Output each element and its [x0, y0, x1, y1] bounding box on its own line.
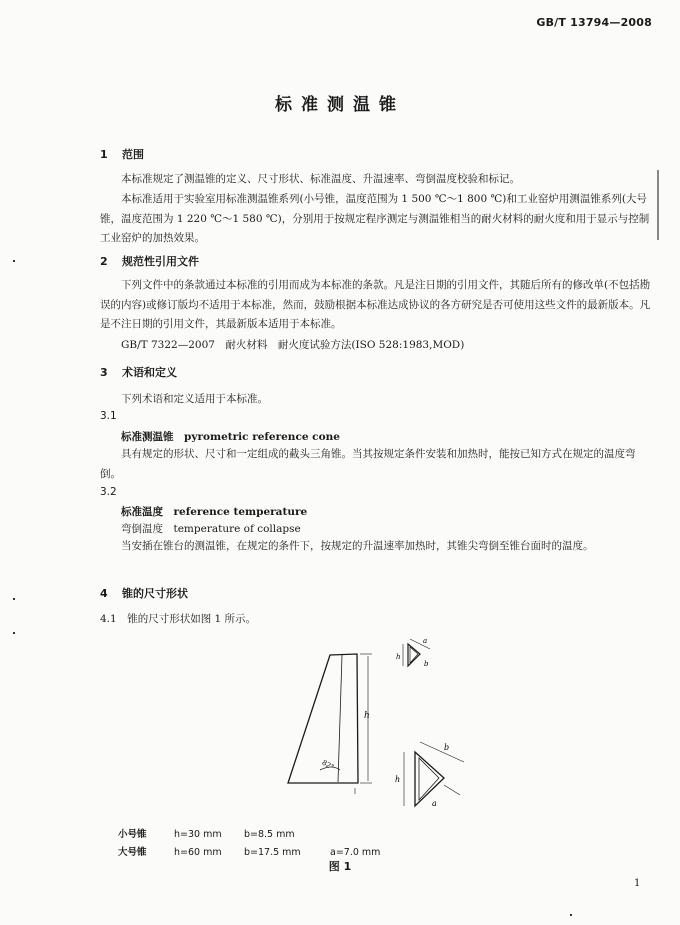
- figure-caption: 图 1: [328, 860, 352, 873]
- scan-mark: [13, 598, 15, 600]
- margin-line: [657, 170, 659, 240]
- term-3-1-number: 3.1: [100, 410, 117, 422]
- dimension-a-label: a: [423, 637, 428, 645]
- sec1-paragraph-1: 本标准规定了测温锥的定义、尺寸形状、标准温度、升温速率、弯倒温度校验和标记。: [121, 173, 520, 185]
- term-3-2-number: 3.2: [100, 486, 117, 498]
- section-2-heading: [100, 253, 199, 269]
- term-3-2-alternative: 弯倒温度 temperature of collapse: [121, 523, 301, 535]
- sec3-intro: 下列术语和定义适用于本标准。: [121, 393, 268, 405]
- dimension-h-label: h: [364, 711, 370, 721]
- scan-mark: [13, 632, 15, 634]
- term-title: 标准温度 reference temperature: [121, 506, 308, 518]
- section-number: 4: [100, 587, 108, 600]
- clause-number: 4.1: [100, 613, 117, 625]
- dimension-h-small-label: h: [396, 653, 401, 661]
- small-b: b=8.5 mm: [244, 829, 295, 840]
- term-3-1-definition: 具有规定的形状、尺寸和一定组成的截头三角锥。当其按规定条件安装和加热时，能按已知方式在规定的温度弯倒。: [100, 448, 636, 480]
- page-number: 1: [634, 878, 641, 889]
- large-h: h=60 mm: [174, 847, 222, 858]
- dimension-b-label: b: [444, 743, 450, 752]
- dimension-h-large-label: h: [395, 775, 401, 784]
- scan-mark: [13, 260, 15, 262]
- dimension-a-label: a: [432, 799, 437, 808]
- clause-text: 锥的尺寸形状如图 1 所示。: [127, 613, 257, 625]
- large-cone-label: 大号锥: [118, 847, 147, 858]
- section-4-heading: [100, 585, 188, 601]
- section-number: 3: [100, 366, 108, 379]
- section-title: 锥的尺寸形状: [122, 587, 188, 600]
- term-3-2: [121, 504, 307, 519]
- section-title: 范围: [122, 148, 144, 161]
- section-number: 2: [100, 255, 108, 268]
- cone-side-view: [288, 654, 372, 794]
- section-1-heading: [100, 146, 144, 162]
- large-cone-top-view: [404, 742, 464, 806]
- term-3-1: [121, 429, 340, 444]
- document-title: 标准测温锥: [275, 95, 405, 115]
- term-3-2-definition: 当安插在锥台的测温锥，在规定的条件下，按规定的升温速率加热时，其锥尖弯倒至锥台面时的温度。: [121, 540, 594, 552]
- standard-number: GB/T 13794—2008: [536, 16, 652, 29]
- clause-4-1: [100, 610, 256, 630]
- small-h: h=30 mm: [174, 829, 222, 840]
- large-a: a=7.0 mm: [330, 847, 381, 858]
- dimension-b-small-label: b: [424, 660, 429, 668]
- small-cone-label: 小号锥: [118, 829, 147, 840]
- angle-label: 82°: [320, 758, 336, 772]
- term-title: 标准测温锥 pyrometric reference cone: [121, 431, 340, 443]
- section-3-heading: [100, 364, 177, 380]
- section-number: 1: [100, 148, 108, 161]
- normative-reference: GB/T 7322—2007 耐火材料 耐火度试验方法(ISO 528:1983,MOD): [121, 339, 465, 351]
- sec2-paragraph-1: 下列文件中的条款通过本标准的引用而成为本标准的条款。凡是注日期的引用文件，其随后所有的修改单(不包括勘误的内容)或修订版均不适用于本标准，然而，鼓励根据本标准达成协议的各方研究是否可使用这些文件的最新版本。凡是不注日期的引用文件，其最新版本适用于本标准。: [100, 279, 651, 330]
- small-cone-dimensions: [118, 826, 295, 840]
- large-cone-dimensions: [118, 844, 380, 858]
- figure-1-cone-drawing: [260, 630, 500, 820]
- sec1-paragraph-2: 本标准适用于实验室用标准测温锥系列(小号锥，温度范围为 1 500 ℃～1 800 ℃)和工业窑炉用测温锥系列(大号锥，温度范围为 1 220 ℃～1 580 ℃)，分别用于按规定程序测定与测温锥相当的耐火材料的耐火度和用于显示与控制工业窑炉的加热效果。: [100, 193, 650, 244]
- large-b: b=17.5 mm: [244, 847, 301, 858]
- section-title: 规范性引用文件: [122, 255, 199, 268]
- scan-mark: [570, 914, 572, 916]
- section-title: 术语和定义: [122, 366, 177, 379]
